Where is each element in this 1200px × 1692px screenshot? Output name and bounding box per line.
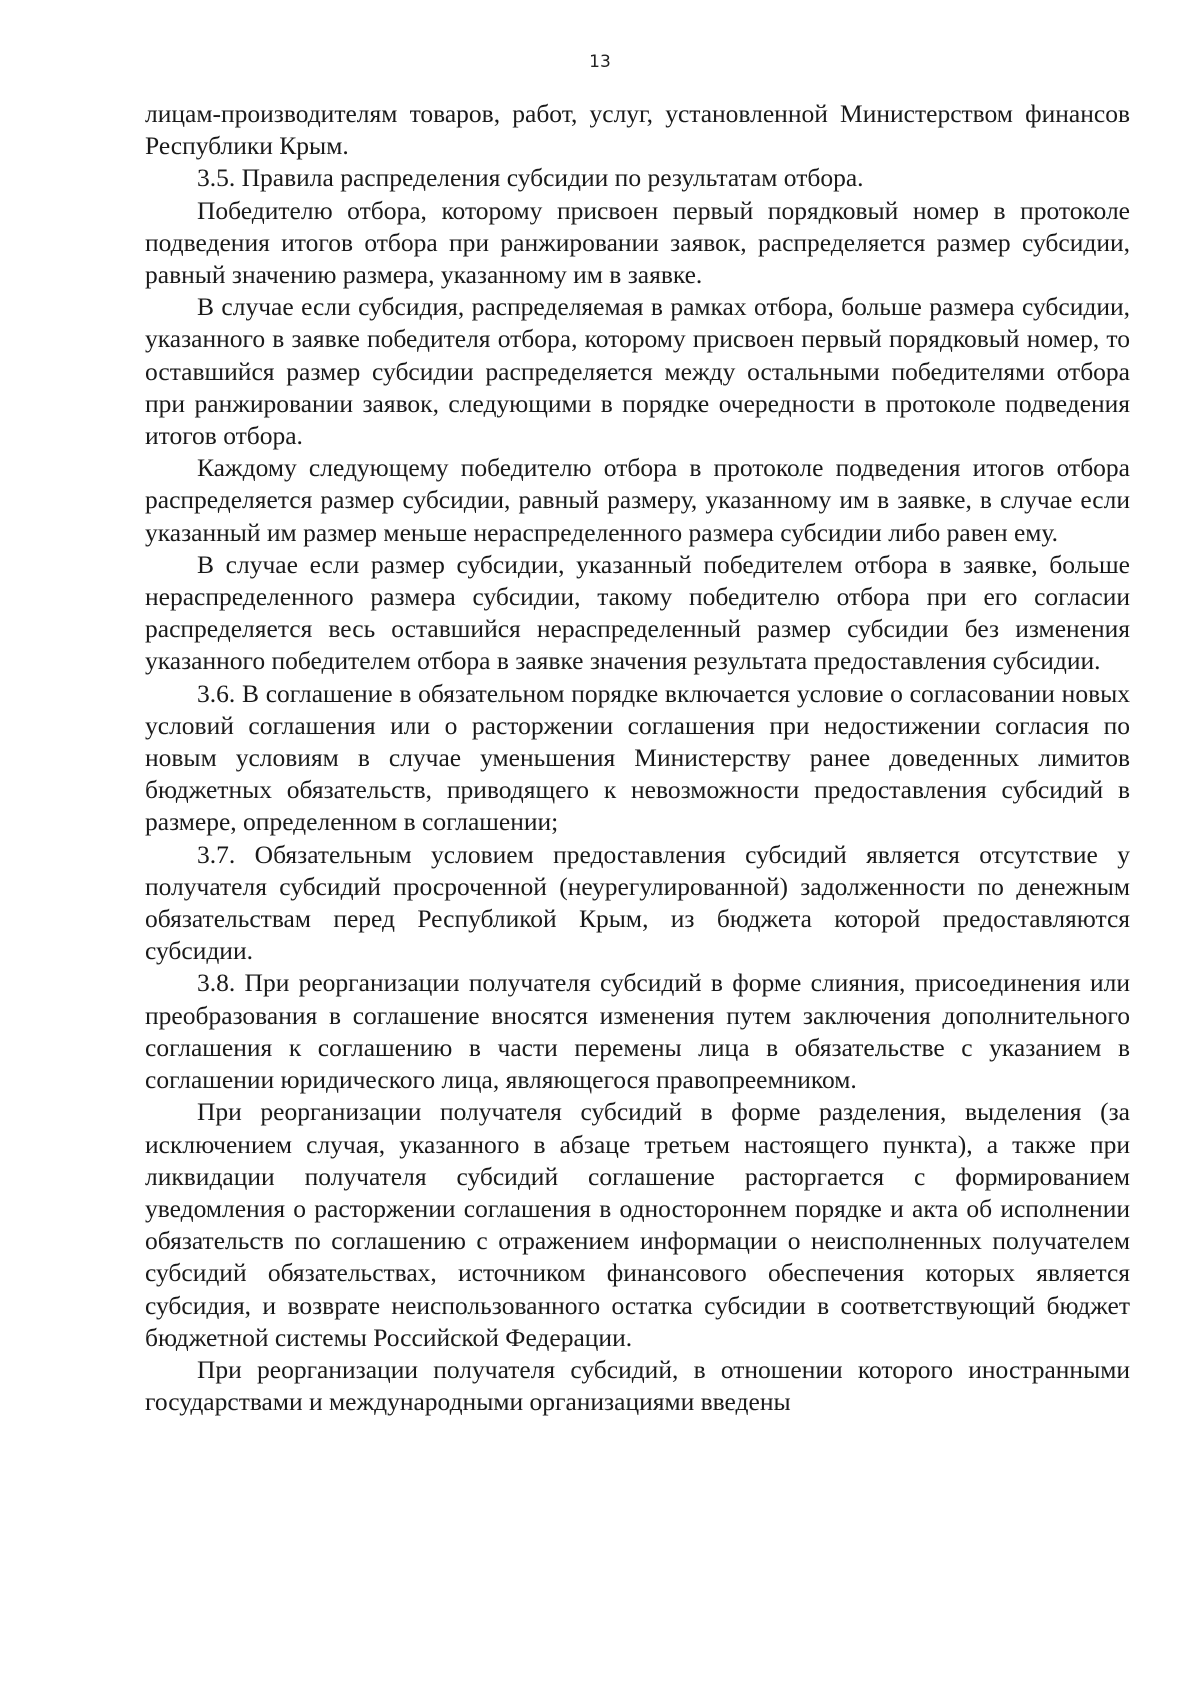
- paragraph: При реорганизации получателя субсидий в форме разделения, выделения (за исключением случая, указанного в абзаце третьем настоящего пункта), а также при ликвидации получателя субсидий соглашение расторгается с формированием уведомления о расторжении соглашения в одностороннем порядке и акта об исполнении обязательств по соглашению с отражением информации о неисполненных получателем субсидий обязательствах, источником финансового обеспечения которых является субсидия, и возврате неиспользованного остатка субсидии в соответствующий бюджет бюджетной системы Российской Федерации.: [145, 1097, 1130, 1352]
- paragraph: В случае если субсидия, распределяемая в рамках отбора, больше размера субсидии, указанного в заявке победителя отбора, которому присвоен первый порядковый номер, то оставшийся размер субсидии распределяется между остальными победителями отбора при ранжировании заявок, следующими в порядке очередности в протоколе подведения итогов отбора.: [145, 292, 1130, 451]
- paragraph: Победителю отбора, которому присвоен первый порядковый номер в протоколе подведения итогов отбора при ранжировании заявок, распределяется размер субсидии, равный значению размера, указанному им в заявке.: [145, 195, 1130, 290]
- paragraph-3-5-heading: 3.5. Правила распределения субсидии по результатам отбора.: [197, 163, 864, 193]
- document-body: [145, 98, 1130, 1418]
- paragraph: При реорганизации получателя субсидий, в отношении которого иностранными государствами и международными организациями введены: [145, 1354, 1130, 1417]
- paragraph-3-7: 3.7. Обязательным условием предоставления субсидий является отсутствие у получателя субсидий просроченной (неурегулированной) задолженности по денежным обязательствам перед Республикой Крым, из бюджета которой предоставляются субсидии.: [145, 839, 1130, 966]
- paragraph-3-8: 3.8. При реорганизации получателя субсидий в форме слияния, присоединения или преобразования в соглашение вносятся изменения путем заключения дополнительного соглашения к соглашению в части перемены лица в обязательстве с указанием в соглашении юридического лица, являющегося правопреемником.: [145, 968, 1130, 1095]
- paragraph: Каждому следующему победителю отбора в протоколе подведения итогов отбора распределяется размер субсидии, равный размеру, указанному им в заявке, в случае если указанный им размер меньше нераспределенного размера субсидии либо равен ему.: [145, 453, 1130, 547]
- paragraph-continuation: лицам-производителям товаров, работ, услуг, установленной Министерством финансов Республики Крым.: [145, 99, 1130, 161]
- paragraph-3-6: 3.6. В соглашение в обязательном порядке включается условие о согласовании новых условий соглашения или о расторжении соглашения при недостижении согласия по новым условиям в случае уменьшения Министерству ранее доведенных лимитов бюджетных обязательств, приводящего к невозможности предоставления субсидий в размере, определенном в соглашении;: [145, 678, 1130, 837]
- page-number: 13: [589, 52, 611, 72]
- paragraph: В случае если размер субсидии, указанный победителем отбора в заявке, больше нераспределенного размера субсидии, такому победителю отбора при его согласии распределяется весь оставшийся нераспределенный размер субсидии без изменения указанного победителем отбора в заявке значения результата предоставления субсидии.: [145, 549, 1130, 676]
